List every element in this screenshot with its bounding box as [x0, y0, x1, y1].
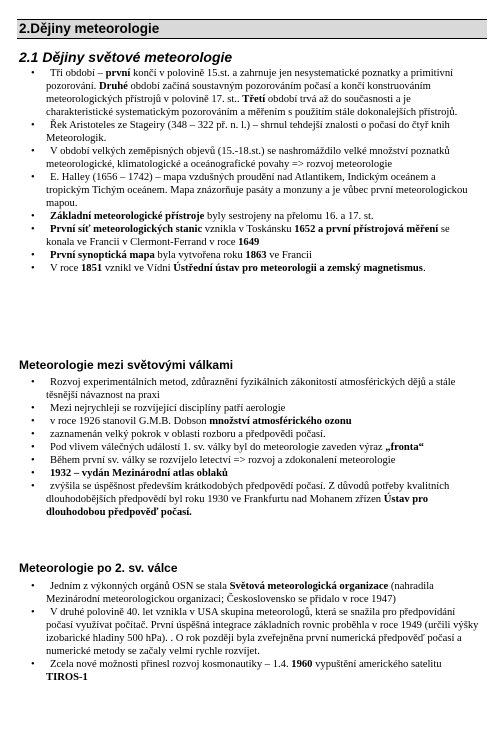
- text-run: se konala ve Francii v Clermont-Ferrand v roce: [46, 224, 450, 248]
- list-item-text: [46, 145, 479, 171]
- world-history-list: [0, 67, 497, 275]
- bullet-icon: •: [31, 250, 35, 261]
- text-run: .: [422, 263, 426, 274]
- bullet-icon: •: [31, 455, 35, 466]
- text-run: Rozvoj experimentálních metod, zdůraznění fyzikálních zákonitostí atmosférických dějů a stále těsnější návaznost na praxi: [46, 377, 456, 401]
- text-run: období trvá až do současnosti a je charakteristické systematickým pozorováním a měřením s použitím stále dokonalejších přístrojů.: [46, 94, 458, 118]
- postwar-list: [0, 580, 497, 684]
- text-run: (nahradila Mezinárodní meteorologickou organizaci; Československo se přidalo v roce 1947): [46, 581, 434, 605]
- list-item-text: [46, 580, 479, 606]
- text-run: byly sestrojeny na přelomu 16. a 17. st.: [204, 211, 374, 222]
- text-run: Řek Aristoteles ze Stageiry (348 – 322 př. n. l.) – shrnul tehdejší znalosti o počasí do čtyř knih Meteorologik.: [46, 120, 450, 144]
- text-run: vznikl ve Vídni: [102, 263, 174, 274]
- list-item: [0, 658, 497, 684]
- bold-text-run: 1932 – vydán: [50, 468, 113, 479]
- list-item-text: [46, 171, 479, 210]
- bullet-icon: •: [31, 120, 35, 131]
- list-item: [0, 580, 497, 606]
- list-item: [0, 145, 497, 171]
- bullet-icon: •: [31, 429, 35, 440]
- text-run: v roce 1926 stanovil G.M.B. Dobson: [50, 416, 210, 427]
- bullet-icon: •: [31, 224, 35, 235]
- list-item: [0, 441, 497, 454]
- list-item: [0, 606, 497, 658]
- bullet-icon: •: [31, 172, 35, 183]
- bold-text-run: 1649: [238, 237, 260, 248]
- bold-text-run: Světová meteorologická organizace: [229, 581, 389, 592]
- list-item-text: [46, 376, 479, 402]
- list-item-text: [46, 428, 479, 441]
- list-item: [0, 480, 497, 519]
- bold-text-run: Druhé: [98, 81, 128, 92]
- list-item: [0, 119, 497, 145]
- list-item-text: [46, 441, 479, 454]
- bold-text-run: 1863: [245, 250, 267, 261]
- bold-text-run: TIROS-1: [46, 672, 88, 683]
- chapter-heading: 2.Dějiny meteorologie: [17, 19, 487, 39]
- list-item: [0, 210, 497, 223]
- bullet-icon: •: [31, 659, 35, 670]
- list-item: [0, 262, 497, 275]
- bullet-icon: •: [31, 468, 35, 479]
- section-heading-interwar: Meteorologie mezi světovými válkami: [19, 358, 234, 372]
- text-run: V roce: [50, 263, 81, 274]
- bullet-icon: •: [31, 442, 35, 453]
- bullet-icon: •: [31, 581, 35, 592]
- list-item-text: [46, 454, 479, 467]
- bold-text-run: První synoptická mapa: [50, 250, 155, 261]
- bold-text-run: První síť meteorologických stanic: [50, 224, 203, 235]
- list-item: [0, 67, 497, 119]
- list-item-text: [46, 210, 479, 223]
- list-item: [0, 249, 497, 262]
- list-item-text: [46, 467, 479, 480]
- text-run: Tři období –: [50, 68, 106, 79]
- bold-text-run: Základní meteorologické přístroje: [50, 211, 205, 222]
- list-item-text: [46, 119, 479, 145]
- text-run: období začíná soustavným pozorováním počasí a končí konstruováním meteorologických přístrojů v polovině 17. st..: [46, 81, 431, 105]
- bullet-icon: •: [31, 211, 35, 222]
- text-run: Jedním z výkonných orgánů OSN se stala: [50, 581, 230, 592]
- bold-text-run: Mezinárodní atlas oblaků: [112, 468, 228, 479]
- bold-text-run: první: [105, 68, 131, 79]
- text-run: Mezi nejrychleji se rozvíjející disciplíny patří aerologie: [50, 403, 286, 414]
- bullet-icon: •: [31, 416, 35, 427]
- list-item: [0, 454, 497, 467]
- text-run: V období velkých zeměpisných objevů (15.-18.st.) se nashromáždilo velké množství poznatků meteorologické, klimatologické a oceánografické povahy => rozvoj meteorologie: [46, 146, 450, 170]
- interwar-list: [0, 376, 497, 519]
- bold-text-run: 1851: [81, 263, 103, 274]
- list-item: [0, 467, 497, 480]
- text-run: vypuštění amerického satelitu: [312, 659, 442, 670]
- list-item-text: [46, 223, 479, 249]
- text-run: E. Halley (1656 – 1742) – mapa vzdušných proudění nad Atlantikem, Indickým oceánem a tropickým Tichým oceánem. Mapa znázorňuje pasáty a monzuny a je vůbec první meteorologickou mapou.: [46, 172, 468, 209]
- bullet-icon: •: [31, 403, 35, 414]
- list-item-text: [46, 658, 479, 684]
- list-item: [0, 402, 497, 415]
- list-item-text: [46, 67, 479, 119]
- list-item-text: [46, 249, 479, 262]
- bullet-icon: •: [31, 481, 35, 492]
- bold-text-run: „fronta“: [385, 442, 424, 453]
- bold-text-run: Ústav pro dlouhodobou předpověď počasí.: [46, 494, 428, 518]
- text-run: ve Francii: [266, 250, 312, 261]
- text-run: vznikla v Toskánsku: [202, 224, 295, 235]
- list-item: [0, 171, 497, 210]
- bold-text-run: 1652 a první přístrojová měření: [294, 224, 439, 235]
- text-run: V druhé polovině 40. let vznikla v USA skupina meteorologů, která se snažila pro předpovídání počasí využívat počítač. První úspěšná integrace základních rovnic proběhla v roce 1949 (určili výšky izobarické hladiny 500 hPa). . O rok později byla zveřejněna první numerická předpověď počasí a numerické metody se začaly velmi rychle rozvíjet.: [46, 607, 479, 657]
- bold-text-run: Ústřední ústav pro meteorologii a zemský magnetismus: [173, 263, 423, 274]
- list-item: [0, 428, 497, 441]
- bullet-icon: •: [31, 263, 35, 274]
- section-heading-world-history: 2.1 Dějiny světové meteorologie: [19, 49, 233, 65]
- bold-text-run: množství atmosférického ozonu: [209, 416, 352, 427]
- list-item: [0, 376, 497, 402]
- bullet-icon: •: [31, 68, 35, 79]
- list-item-text: [46, 402, 479, 415]
- list-item-text: [46, 415, 479, 428]
- bullet-icon: •: [31, 146, 35, 157]
- text-run: končí v polovině 15.st. a zahrnuje jen nesystematické poznatky a primitivní pozorování.: [46, 68, 454, 92]
- text-run: Zcela nové možnosti přinesl rozvoj kosmonautiky – 1.4.: [50, 659, 292, 670]
- bullet-icon: •: [31, 377, 35, 388]
- text-run: Pod vlivem válečných událostí 1. sv. války byl do meteorologie zaveden výraz: [50, 442, 386, 453]
- list-item: [0, 223, 497, 249]
- section-heading-postwar: Meteorologie po 2. sv. válce: [19, 561, 178, 575]
- text-run: byla vytvořena roku: [154, 250, 246, 261]
- text-run: zaznamenán velký pokrok v oblasti rozboru a předpovědi počasí.: [50, 429, 326, 440]
- bold-text-run: Třetí: [242, 94, 266, 105]
- list-item: [0, 415, 497, 428]
- text-run: zvýšila se úspěšnost především krátkodobých předpovědí počasí. Z důvodů potřeby kvalitních dlouhodobějších předpovědí byl roku 1930 ve Frankfurtu nad Mohanem zřízen: [46, 481, 450, 505]
- bold-text-run: 1960: [291, 659, 313, 670]
- list-item-text: [46, 606, 479, 658]
- list-item-text: [46, 262, 479, 275]
- bullet-icon: •: [31, 607, 35, 618]
- list-item-text: [46, 480, 479, 519]
- text-run: Během první sv. války se rozvíjelo letectví => rozvoj a zdokonalení meteorologie: [50, 455, 396, 466]
